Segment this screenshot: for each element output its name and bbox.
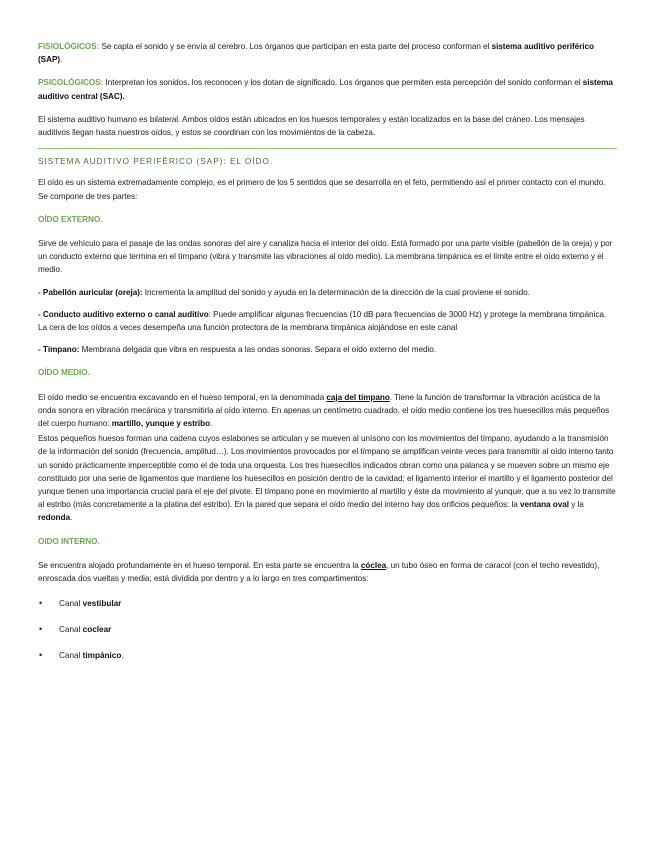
list-item-conducto	[38, 308, 617, 334]
list-item	[38, 597, 617, 610]
heading-oido-interno: OIDO INTERNO.	[38, 536, 100, 546]
list-item	[38, 649, 617, 662]
list-item	[38, 623, 617, 636]
bold-term: Pabellón auricular (oreja):	[42, 287, 143, 297]
bold-term: timpánico	[82, 651, 122, 661]
bold-term: sistema auditivo central (SAC).	[38, 78, 613, 101]
heading-oido-medio: OÍDO MEDIO.	[38, 368, 90, 378]
text: Canal	[59, 625, 83, 635]
text: Estos pequeños huesos forman una cadena cuyos eslabones se articulan y se mueven al unísono con los movimientos del tímpano, ayudando a la transmisión de la información del sonido (frecuencia, amplitud…). Los movimientos provocados por el tímpano se amplifican veinte veces para transmitir al oído interno tanto un sonido prácticamente imperceptible como el de toda una orquesta. Los tres huesecillos indicados obran como una palanca y se mueven sobre un mismo eje constituido por una serie de ligamentos que mantiene los huesecillos en posición dentro de la cavidad; el ligamento interior el martillo y el ligamento posterior del yunque tienen una importancia crucial para el eje del pivote. El tímpano pone en movimiento al martillo y éste da movimiento al yunque, que a su vez lo transmite al estribo (más concretamente a la platina del estribo). En la pared que separa el oído medio del interno hay dos orificios pequeños: la	[38, 434, 616, 510]
list-item-pabellon	[38, 286, 617, 299]
text: .	[121, 651, 124, 661]
bold-term: redonda	[38, 513, 70, 523]
text: , un tubo óseo en forma de caracol (con el techo revestido), enroscada dos vueltas y media; está dividida por dentro y a lo largo en tres compartimentos:	[38, 560, 600, 584]
paragraph-fisiologicos	[38, 40, 617, 66]
paragraph-medio-1	[38, 391, 617, 431]
text: Membrana delgada que vibra en respuesta a las ondas sonoras. Separa el oído externo del medio.	[79, 345, 436, 355]
bold-term: vestibular	[82, 599, 122, 609]
paragraph-externo-intro: Sirve de vehículo para el pasaje de las ondas sonoras del aire y canaliza hacia el interior del oído. Está formado por una parte visible (pabellón de la oreja) y por un conducto externo que termina en el tímpano (vibra y transmite las vibraciones al oído medio). La membrana timpánica es el límite entre el oído externo y el medio.	[38, 239, 613, 275]
underlined-term: caja del tímpano	[326, 392, 390, 402]
bold-term: ventana oval	[519, 500, 569, 510]
bold-term: martillo, yunque y estribo	[111, 419, 211, 429]
text: El oído medio se encuentra excavando en el hueso temporal, en la denominada	[38, 392, 327, 402]
paragraph-oido-intro: El oído es un sistema extremadamente complejo, es el primero de los 5 sentidos que se desarrolla en el feto, permitiendo así el primer contacto con el mundo. Se compone de tres partes:	[38, 178, 606, 201]
dash-marker: -	[38, 345, 43, 355]
text: y la	[568, 500, 584, 510]
text: .	[210, 419, 213, 429]
compartments-list	[38, 597, 617, 662]
text: Se encuentra alojado profundamente en el hueso temporal. En esta parte se encuentra la	[38, 560, 361, 570]
paragraph-interno	[38, 559, 617, 585]
heading-oido-externo: OÍDO EXTERNO.	[38, 214, 103, 224]
dash-marker: -	[38, 309, 43, 319]
label-fisiologicos: FISIOLÓGICOS:	[38, 42, 100, 51]
text: : Puede amplificar algunas frecuencias (10 dB para frecuencias de 3000 Hz) y protege la membrana timpánica. La cera de los oídos a veces desempeña una función protectora de la membrana timpánica alojándose en este canal	[38, 309, 607, 333]
underlined-term: cóclea	[360, 560, 387, 570]
text: Se capta el sonido y se envía al cerebro. Los órganos que participan en esta parte del proceso conforman el	[99, 42, 492, 51]
text: Canal	[59, 599, 83, 609]
text: Interpretan los sonidos, los reconocen y los dotan de significado. Los órganos que permiten esta percepción del sonido conforman el	[103, 78, 583, 88]
text: .	[69, 513, 73, 523]
label-psicologicos: PSICOLÓGICOS:	[38, 78, 104, 88]
list-item-timpano	[38, 343, 617, 356]
bold-term: coclear	[82, 625, 112, 635]
dash-marker: -	[38, 287, 43, 297]
text: . Tiene la función de transformar la vibración acústica de la onda sonora en vibración mecánica y transmitirla al oído interno. En apenas un centímetro cuadrado, el oído medio contiene los tres huesecillos más pequeños del cuerpo humano:	[38, 392, 610, 429]
paragraph-bilateral: El sistema auditivo humano es bilateral. Ambos oídos están ubicados en los huesos temporales y están localizados en la base del cráneo. Los mensajes auditivos llegan hasta nuestros oídos, y estos se coordinan con los movimientos de la cabeza.	[38, 114, 585, 138]
text: Canal	[59, 651, 83, 661]
section-divider	[38, 148, 617, 149]
text: .	[60, 55, 63, 65]
paragraph-psicologicos	[38, 76, 617, 102]
text: Incrementa la amplitud del sonido y ayuda en la determinación de la dirección de la cual proviene el sonido.	[142, 287, 530, 297]
bold-term: sistema auditivo periférico (SAP)	[38, 42, 594, 65]
section-title: SISTEMA AUDITIVO PERIFÉRICO (SAP): EL OÍDO.	[38, 157, 274, 167]
paragraph-medio-2	[38, 432, 617, 524]
bold-term: Conducto auditivo externo o canal auditivo	[42, 309, 209, 319]
bold-term: Tímpano:	[42, 345, 80, 355]
